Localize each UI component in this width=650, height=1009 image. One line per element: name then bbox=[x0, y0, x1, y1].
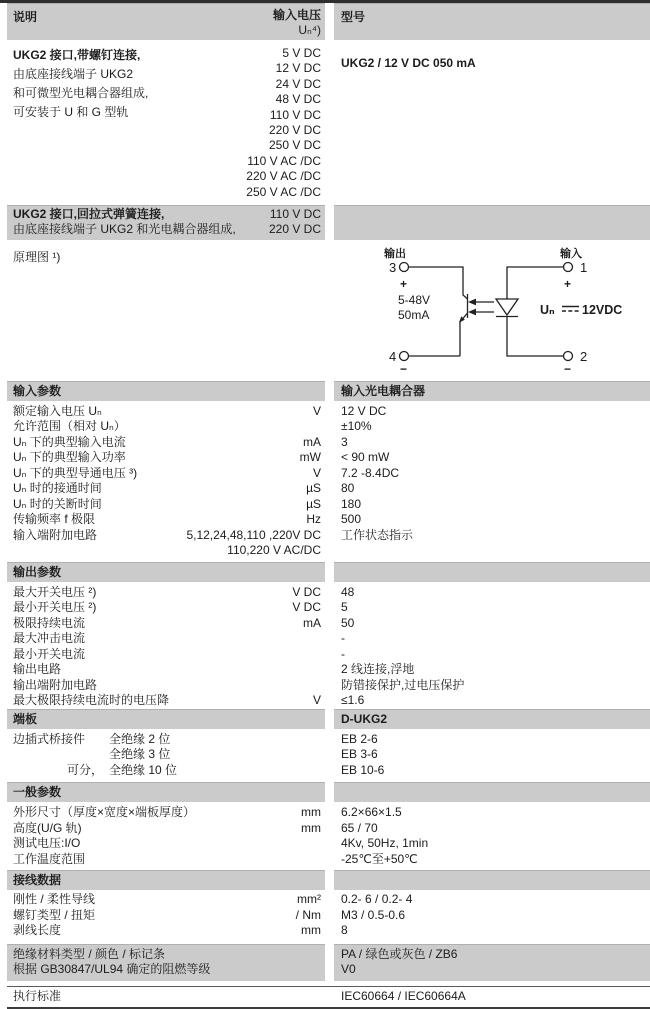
param-row bbox=[7, 678, 650, 694]
param-row bbox=[7, 821, 650, 837]
product-section-spring bbox=[7, 205, 650, 240]
optocoupler-schematic-icon bbox=[334, 244, 650, 379]
param-label: 最大极限持续电流时的电压降 bbox=[13, 693, 170, 708]
param-unit: mm² bbox=[297, 892, 321, 907]
wiring-data-title: 接线数据 bbox=[7, 870, 325, 890]
bridge-spec: 全绝缘 10 位 bbox=[109, 762, 178, 777]
schematic-title: 原理图 ¹) bbox=[13, 249, 61, 264]
param-value bbox=[334, 543, 650, 559]
terminal-4-label: 4 bbox=[389, 348, 397, 364]
param-row bbox=[7, 852, 650, 868]
general-params-band bbox=[7, 782, 650, 802]
param-row bbox=[7, 512, 650, 528]
wiring-data-band bbox=[7, 870, 650, 890]
header-input-voltage-symbol: Uₙ⁴) bbox=[298, 23, 321, 37]
bridge-spec: 全绝缘 3 位 bbox=[109, 747, 171, 762]
dc-symbol-icon bbox=[562, 306, 579, 311]
param-unit: mA bbox=[303, 434, 321, 449]
minus-sign-4: − bbox=[400, 361, 408, 376]
param-row bbox=[7, 693, 650, 709]
param-unit: V DC bbox=[292, 600, 321, 615]
general-params-title: 一般参数 bbox=[7, 782, 325, 802]
description-line: 由底座接线端子 UKG2 bbox=[13, 67, 134, 81]
input-optocoupler-title: 输入光电耦合器 bbox=[334, 381, 650, 401]
voltage-list bbox=[201, 46, 325, 200]
insulation-values bbox=[334, 944, 650, 981]
param-row bbox=[7, 616, 650, 632]
standard-row bbox=[7, 986, 650, 1009]
param-row bbox=[7, 647, 650, 663]
spring-row bbox=[13, 222, 325, 237]
voltage-item: 12 V DC bbox=[275, 61, 321, 76]
model-number: UKG2 / 12 V DC 050 mA bbox=[341, 56, 476, 70]
standard-value: IEC60664 / IEC60664A bbox=[341, 988, 466, 1003]
header-description-title: 说明 bbox=[13, 10, 38, 24]
param-label: 额定输入电压 Uₙ bbox=[13, 403, 102, 418]
param-value: 7.2 -8.4DC bbox=[341, 465, 400, 480]
param-label: 极限持续电流 bbox=[13, 615, 86, 630]
param-unit: µS bbox=[306, 496, 321, 511]
param-unit: V bbox=[312, 465, 321, 480]
param-unit: V DC bbox=[292, 584, 321, 599]
param-row bbox=[7, 908, 650, 924]
voltage-item: 48 V DC bbox=[275, 92, 321, 107]
description-line: 可安装于 U 和 G 型轨 bbox=[13, 105, 129, 119]
rating-voltage: 5-48V bbox=[398, 292, 431, 307]
bridge-row bbox=[7, 732, 650, 748]
param-label: 输入端附加电路 bbox=[13, 527, 98, 542]
param-row bbox=[7, 404, 650, 420]
output-params-band bbox=[7, 562, 650, 582]
param-row bbox=[7, 662, 650, 678]
bridge-label: 边插式桥接件 bbox=[13, 731, 86, 746]
param-value: 工作状态指示 bbox=[341, 527, 414, 542]
param-value: 12 V DC bbox=[341, 403, 387, 418]
param-label: 剥线长度 bbox=[13, 923, 62, 938]
end-plate-title: 端板 bbox=[7, 709, 325, 729]
schematic-block bbox=[7, 244, 650, 381]
param-row bbox=[7, 497, 650, 513]
wiring-data-table bbox=[7, 892, 650, 939]
param-label: Uₙ 时的接通时间 bbox=[13, 481, 102, 496]
param-label: Uₙ 时的关断时间 bbox=[13, 496, 102, 511]
bridge-model: EB 10-6 bbox=[341, 762, 385, 777]
header-model-title: 型号 bbox=[341, 10, 366, 24]
param-value: 500 bbox=[341, 512, 362, 527]
param-row bbox=[7, 805, 650, 821]
voltage-item: 5 V DC bbox=[282, 46, 321, 60]
param-unit: µS bbox=[306, 481, 321, 496]
plus-sign-1: + bbox=[564, 276, 572, 291]
product-section-screw bbox=[7, 46, 650, 200]
param-value: 48 bbox=[341, 584, 355, 599]
led-symbol bbox=[496, 299, 518, 317]
voltage-item: 110 V DC bbox=[269, 107, 321, 122]
param-label: 输出电路 bbox=[13, 662, 62, 677]
param-value: M3 / 0.5-0.6 bbox=[341, 907, 406, 922]
param-row bbox=[7, 543, 650, 559]
spring-voltage: 220 V DC bbox=[268, 222, 321, 237]
general-params-table bbox=[7, 805, 650, 867]
param-label: 允许范围（相对 Uₙ） bbox=[13, 419, 126, 434]
terminal-1-label: 1 bbox=[580, 259, 588, 275]
param-row bbox=[7, 892, 650, 908]
param-label: 最小开关电流 bbox=[13, 646, 86, 661]
header-input-voltage-title: 输入电压 bbox=[272, 8, 321, 22]
param-label: 输出端附加电路 bbox=[13, 677, 98, 692]
minus-sign-2: − bbox=[564, 361, 572, 376]
voltage-item: 24 V DC bbox=[275, 76, 321, 91]
header-band bbox=[7, 3, 650, 40]
end-plate-table bbox=[7, 732, 650, 779]
param-value: 3 bbox=[341, 434, 348, 449]
bridge-label: 可分， bbox=[66, 762, 103, 777]
bridge-row bbox=[7, 763, 650, 779]
input-label: 输入 bbox=[560, 247, 582, 260]
param-value: 50 bbox=[341, 615, 355, 630]
param-value: 4Kv, 50Hz, 1min bbox=[341, 836, 429, 851]
param-row bbox=[7, 419, 650, 435]
param-label: 最小开关电压 ²) bbox=[13, 600, 97, 615]
param-value: 0.2- 6 / 0.2- 4 bbox=[341, 892, 413, 907]
input-params-title: 输入参数 bbox=[7, 381, 325, 401]
description-line: 和可微型光电耦合器组成, bbox=[13, 86, 149, 100]
end-plate-band bbox=[7, 709, 650, 729]
standard-label: 执行标准 bbox=[13, 988, 62, 1003]
insulation-band bbox=[7, 944, 650, 981]
bridge-model: EB 2-6 bbox=[341, 731, 378, 746]
param-row bbox=[7, 435, 650, 451]
param-label: 测试电压:I/O bbox=[13, 836, 81, 851]
param-unit: V bbox=[312, 403, 321, 418]
param-label bbox=[13, 543, 227, 559]
insulation-labels bbox=[7, 944, 325, 981]
param-label: 高度(U/G 轨) bbox=[13, 820, 82, 835]
param-row bbox=[7, 631, 650, 647]
insulation-label: 绝缘材料类型 / 颜色 / 标记条 bbox=[13, 946, 166, 961]
insulation-value: PA / 绿色或灰色 / ZB6 bbox=[341, 946, 458, 961]
param-value: -25℃至+50℃ bbox=[341, 851, 418, 866]
param-label: Uₙ 下的典型输入功率 bbox=[13, 450, 126, 465]
param-value: 5 bbox=[341, 600, 348, 615]
voltage-item: 220 V AC /DC bbox=[246, 169, 321, 184]
voltage-item: 250 V AC /DC bbox=[246, 184, 321, 199]
voltage-item: 110 V AC /DC bbox=[247, 153, 321, 168]
param-label: 外形尺寸（厚度×宽度×端板厚度） bbox=[13, 805, 196, 820]
param-row bbox=[7, 450, 650, 466]
param-unit: / Nm bbox=[295, 907, 321, 922]
param-unit: mm bbox=[301, 820, 321, 835]
param-row bbox=[7, 600, 650, 616]
param-unit: mW bbox=[299, 450, 321, 465]
param-value: 2 线连接,浮地 bbox=[341, 662, 415, 677]
un-value: 12VDC bbox=[582, 302, 623, 317]
spring-row bbox=[13, 207, 325, 222]
end-plate-model: D-UKG2 bbox=[334, 709, 650, 729]
param-row bbox=[7, 836, 650, 852]
bridge-spec: 全绝缘 2 位 bbox=[109, 731, 171, 746]
voltage-item: 250 V DC bbox=[268, 138, 321, 153]
param-unit: mm bbox=[301, 805, 321, 820]
bridge-row bbox=[7, 747, 650, 763]
param-value: 6.2×66×1.5 bbox=[341, 805, 402, 820]
param-value: 65 / 70 bbox=[341, 820, 378, 835]
param-row bbox=[7, 585, 650, 601]
spring-label: 由底座接线端子 UKG2 和光电耦合器组成, bbox=[13, 222, 236, 237]
param-label: 螺钉类型 / 扭矩 bbox=[13, 907, 96, 922]
spring-label: UKG2 接口,回拉式弹簧连接, bbox=[13, 207, 165, 222]
param-unit: 110,220 V AC/DC bbox=[227, 543, 321, 558]
param-row bbox=[7, 466, 650, 482]
param-value: < 90 mW bbox=[341, 450, 390, 465]
param-label: 最大冲击电流 bbox=[13, 631, 86, 646]
param-unit: mA bbox=[303, 615, 321, 630]
rating-current: 50mA bbox=[398, 307, 430, 322]
output-params-table bbox=[7, 585, 650, 709]
terminal-3-label: 3 bbox=[389, 259, 397, 275]
plus-sign-3: + bbox=[400, 276, 408, 291]
param-label: 传输频率 f 极限 bbox=[13, 512, 96, 527]
product-description bbox=[13, 46, 201, 200]
insulation-label: 根据 GB30847/UL94 确定的阻燃等级 bbox=[13, 962, 211, 977]
param-unit: 5,12,24,48,110 ,220V DC bbox=[186, 527, 321, 542]
param-value: ±10% bbox=[341, 419, 372, 434]
light-arrows-icon bbox=[475, 302, 494, 312]
input-params-band bbox=[7, 381, 650, 401]
param-value: 8 bbox=[341, 923, 348, 938]
param-value: ≤1.6 bbox=[341, 693, 365, 708]
description-line: UKG2 接口,带螺钉连接, bbox=[13, 48, 141, 62]
insulation-value: V0 bbox=[341, 962, 356, 977]
param-label: 工作温度范围 bbox=[13, 851, 86, 866]
spring-voltage: 110 V DC bbox=[269, 207, 321, 222]
bridge-label bbox=[13, 747, 109, 763]
param-label: 最大开关电压 ²) bbox=[13, 584, 97, 599]
un-prefix: Uₙ bbox=[540, 302, 555, 317]
param-value: 80 bbox=[341, 481, 355, 496]
input-params-table bbox=[7, 404, 650, 559]
param-unit: V bbox=[312, 693, 321, 708]
param-row bbox=[7, 481, 650, 497]
param-label: 刚性 / 柔性导线 bbox=[13, 892, 96, 907]
voltage-item: 220 V DC bbox=[268, 123, 321, 138]
terminal-2-label: 2 bbox=[580, 348, 588, 364]
param-row bbox=[7, 528, 650, 544]
param-value: - bbox=[341, 631, 345, 646]
param-value: - bbox=[341, 646, 345, 661]
param-unit: mm bbox=[301, 923, 321, 938]
param-unit: Hz bbox=[306, 512, 321, 527]
param-label: Uₙ 下的典型导通电压 ³) bbox=[13, 465, 138, 480]
param-value: 防错接保护,过电压保护 bbox=[341, 677, 465, 692]
bridge-model: EB 3-6 bbox=[341, 747, 378, 762]
param-value: 180 bbox=[341, 496, 362, 511]
param-label: Uₙ 下的典型输入电流 bbox=[13, 434, 126, 449]
param-row bbox=[7, 923, 650, 939]
output-label: 输出 bbox=[384, 247, 406, 260]
output-params-title: 输出参数 bbox=[7, 562, 325, 582]
